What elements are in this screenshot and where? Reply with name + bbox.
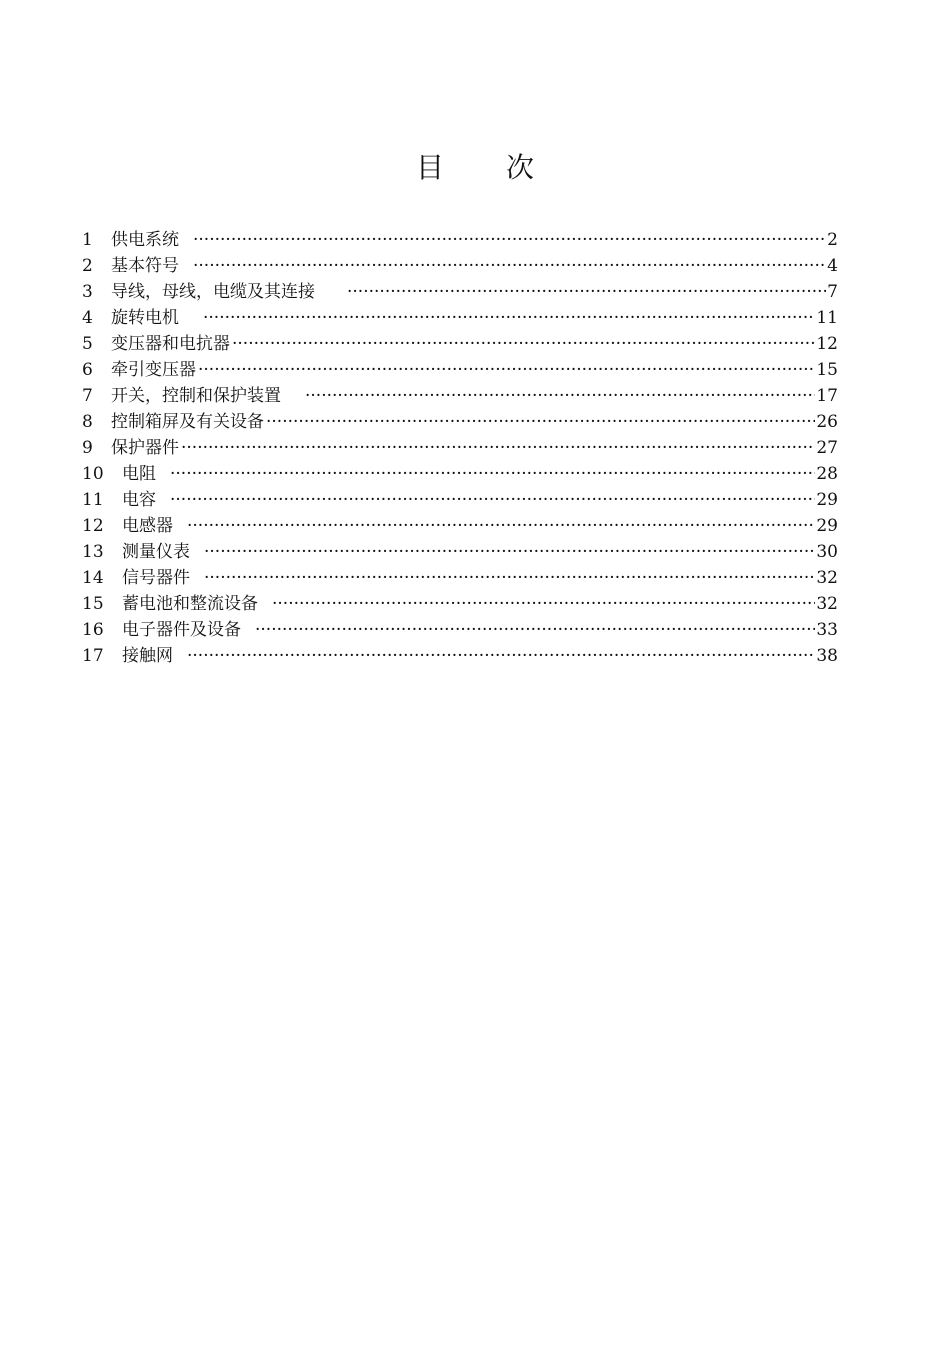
toc-entry[interactable]: [82, 565, 838, 591]
toc-entry-label: 变压器和电抗器: [111, 334, 230, 354]
toc-entry-page: 29: [816, 490, 838, 510]
toc-entry-page: 17: [816, 386, 838, 406]
toc-entry-number: 17: [82, 646, 104, 666]
toc-entry[interactable]: [82, 357, 838, 383]
toc-title-char-1: 目: [415, 151, 444, 184]
toc-entry-page: 4: [827, 256, 838, 276]
toc-entry-page: 27: [816, 438, 838, 458]
toc-entry-number: 3: [82, 282, 93, 302]
toc-entry-label: 旋转电机: [111, 308, 179, 328]
toc-entry-page: 38: [816, 646, 838, 666]
toc-entry-label: 蓄电池和整流设备: [122, 594, 258, 614]
toc-list: [82, 227, 838, 669]
toc-entry[interactable]: [82, 409, 838, 435]
toc-entry-number: 5: [82, 334, 93, 354]
toc-entry[interactable]: [82, 461, 838, 487]
toc-entry[interactable]: [82, 331, 838, 357]
toc-entry[interactable]: [82, 539, 838, 565]
dot-leader: [187, 643, 815, 669]
dot-leader: [193, 253, 826, 279]
toc-entry-page: 32: [816, 594, 838, 614]
toc-entry-page: 30: [816, 542, 838, 562]
toc-entry-number: 8: [82, 412, 93, 432]
toc-entry-page: 33: [816, 620, 838, 640]
toc-entry[interactable]: [82, 643, 838, 669]
toc-entry-page: 11: [816, 308, 838, 328]
toc-entry[interactable]: [82, 435, 838, 461]
toc-entry-page: 2: [827, 230, 838, 250]
toc-entry-label: 信号器件: [122, 568, 190, 588]
toc-entry-number: 4: [82, 308, 93, 328]
toc-entry-label: 导线，母线，电缆及其连接: [111, 282, 315, 302]
toc-entry[interactable]: [82, 591, 838, 617]
toc-entry-number: 1: [82, 230, 93, 250]
toc-entry-label: 牵引变压器: [111, 360, 196, 380]
toc-entry-page: 28: [816, 464, 838, 484]
toc-entry-page: 29: [816, 516, 838, 536]
dot-leader: [203, 305, 815, 331]
toc-entry-label: 电阻: [122, 464, 156, 484]
toc-entry-number: 16: [82, 620, 104, 640]
toc-entry-page: 15: [816, 360, 838, 380]
toc-entry-number: 14: [82, 568, 104, 588]
dot-leader: [204, 565, 815, 591]
toc-entry-page: 7: [827, 282, 838, 302]
dot-leader: [187, 513, 815, 539]
dot-leader: [255, 617, 815, 643]
toc-entry-label: 测量仪表: [122, 542, 190, 562]
dot-leader: [170, 461, 815, 487]
toc-entry-page: 12: [816, 334, 838, 354]
toc-entry-number: 6: [82, 360, 93, 380]
dot-leader: [181, 435, 815, 461]
toc-entry[interactable]: [82, 513, 838, 539]
toc-entry-number: 12: [82, 516, 104, 536]
toc-entry-number: 9: [82, 438, 93, 458]
toc-entry-label: 控制箱屏及有关设备: [111, 412, 264, 432]
toc-title-char-2: 次: [506, 151, 535, 184]
toc-entry[interactable]: [82, 383, 838, 409]
dot-leader: [266, 409, 815, 435]
toc-entry-number: 15: [82, 594, 104, 614]
toc-entry-label: 开关，控制和保护装置: [111, 386, 281, 406]
toc-entry-number: 11: [82, 490, 104, 510]
toc-entry[interactable]: [82, 279, 838, 305]
toc-entry[interactable]: [82, 305, 838, 331]
dot-leader: [232, 331, 815, 357]
toc-entry[interactable]: [82, 253, 838, 279]
toc-entry-label: 接触网: [122, 646, 173, 666]
dot-leader: [347, 279, 826, 305]
toc-entry[interactable]: [82, 617, 838, 643]
toc-entry-label: 保护器件: [111, 438, 179, 458]
toc-title: [0, 148, 950, 188]
toc-entry-number: 13: [82, 542, 104, 562]
dot-leader: [198, 357, 815, 383]
toc-entry-label: 电子器件及设备: [122, 620, 241, 640]
dot-leader: [305, 383, 815, 409]
toc-entry[interactable]: [82, 227, 838, 253]
toc-entry-label: 供电系统: [111, 230, 179, 250]
toc-entry-page: 26: [816, 412, 838, 432]
dot-leader: [193, 227, 826, 253]
dot-leader: [170, 487, 815, 513]
toc-entry-label: 电感器: [122, 516, 173, 536]
toc-entry-number: 7: [82, 386, 93, 406]
toc-entry-number: 10: [82, 464, 104, 484]
dot-leader: [204, 539, 815, 565]
toc-entry-number: 2: [82, 256, 93, 276]
toc-entry-label: 基本符号: [111, 256, 179, 276]
toc-entry-page: 32: [816, 568, 838, 588]
toc-entry-label: 电容: [122, 490, 156, 510]
toc-entry[interactable]: [82, 487, 838, 513]
dot-leader: [272, 591, 815, 617]
